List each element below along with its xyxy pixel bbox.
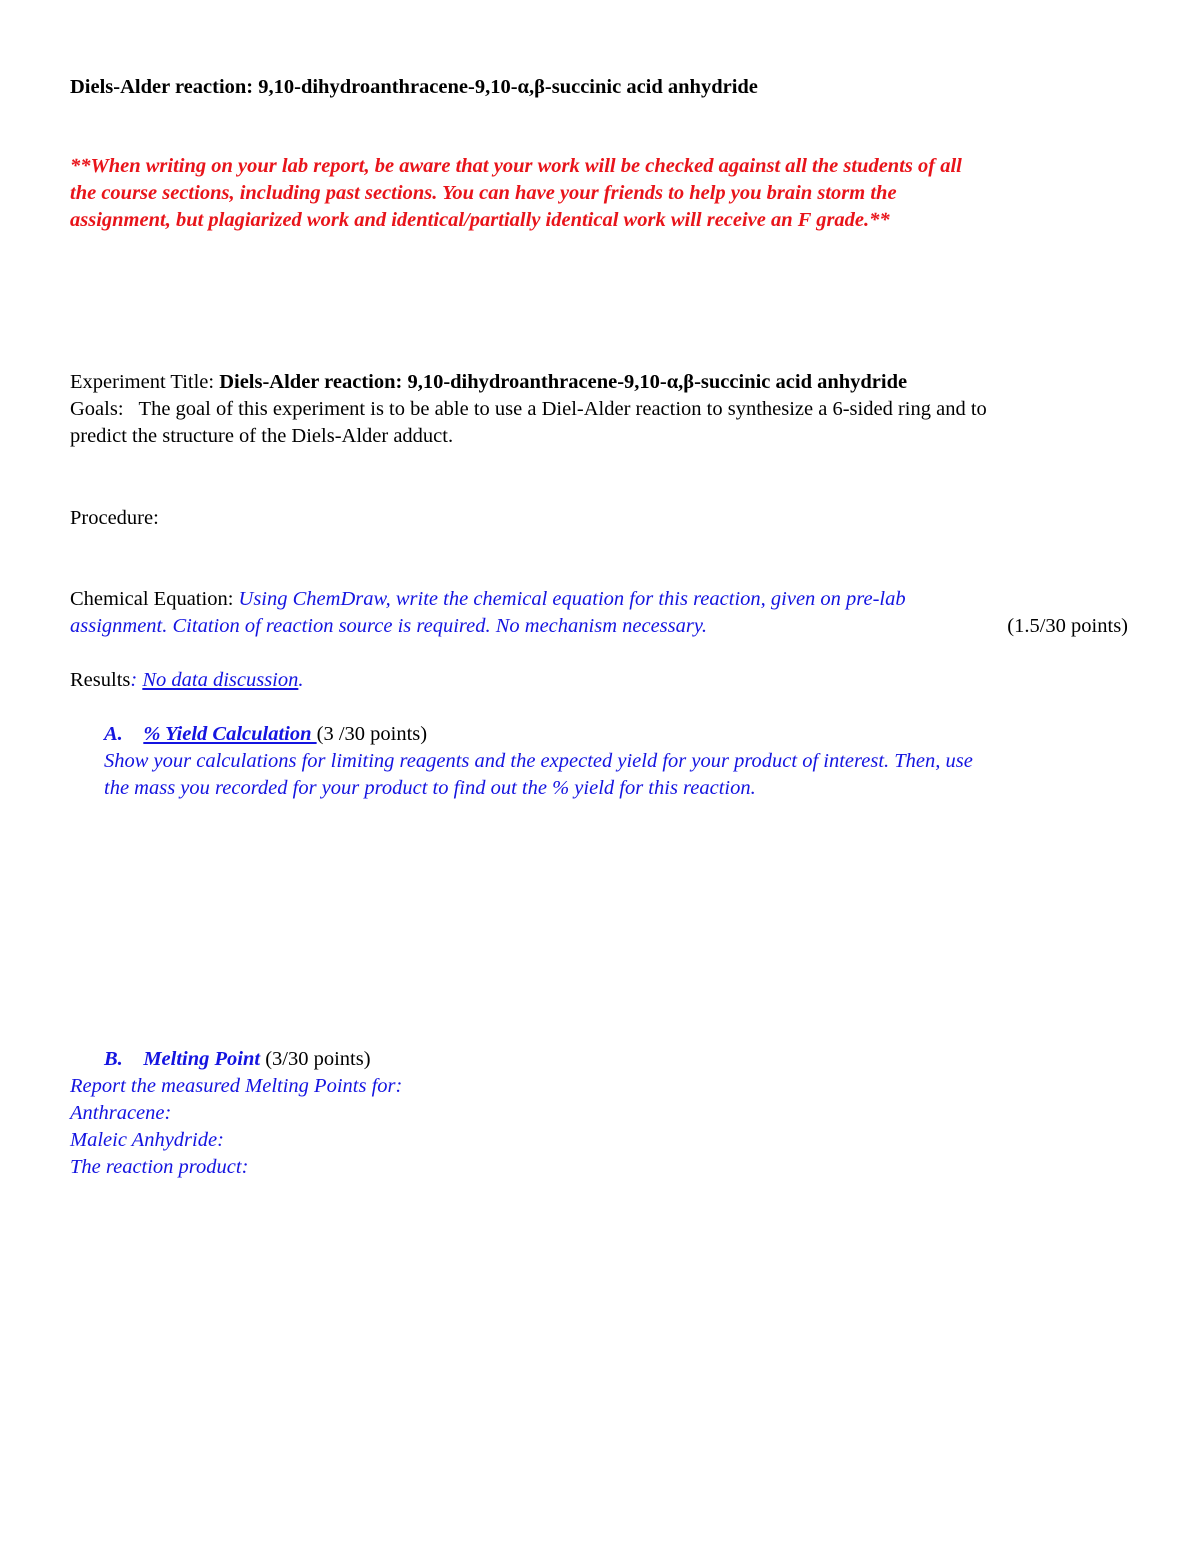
document-title: Diels-Alder reaction: 9,10-dihydroanthracene-9,10-α,β-succinic acid anhydride: [70, 76, 758, 98]
warning-line-3: assignment, but plagiarized work and identical/partially identical work will receive an F grade.**: [70, 209, 890, 231]
section-a-text-1: Show your calculations for limiting reagents and the expected yield for your product of interest. Then, use: [104, 750, 973, 772]
melting-point-item-maleic-anhydride: Maleic Anhydride:: [70, 1129, 224, 1151]
experiment-title-label: Experiment Title:: [70, 371, 220, 393]
yield-calculation-section: [104, 721, 973, 802]
melting-point-item-anthracene: Anthracene:: [70, 1102, 172, 1124]
experiment-title-value: Diels-Alder reaction: 9,10-dihydroanthracene-9,10-α,β-succinic acid anhydride: [219, 371, 908, 393]
experiment-section: [70, 369, 987, 450]
melting-point-item-reaction-product: The reaction product:: [70, 1156, 249, 1178]
no-data-discussion-link[interactable]: No data discussion: [142, 669, 299, 691]
results-label: Results: [70, 669, 131, 691]
section-b-points: (3/30 points): [260, 1048, 371, 1070]
chemical-equation-points: (1.5/30 points): [1007, 615, 1128, 637]
chemical-equation-label: Chemical Equation:: [70, 588, 239, 610]
section-a-letter: A.: [104, 723, 123, 745]
goals-line-2: predict the structure of the Diels-Alder adduct.: [70, 425, 454, 447]
procedure-label: Procedure:: [70, 507, 159, 529]
section-b-heading: [104, 1046, 371, 1073]
results-line: [70, 667, 304, 694]
warning-line-2: the course sections, including past sections. You can have your friends to help you brain storm the: [70, 182, 897, 204]
chemical-equation-text-2: assignment. Citation of reaction source is required. No mechanism necessary.: [70, 615, 707, 637]
warning-line-1: **When writing on your lab report, be aware that your work will be checked against all the students of all: [70, 155, 962, 177]
melting-point-heading-block: [104, 1046, 371, 1073]
goals-label: Goals:: [70, 398, 124, 420]
chemical-equation-line-1: [70, 586, 1128, 613]
goals-text-1: The goal of this experiment is to be able to use a Diel-Alder reaction to synthesize a 6-sided ring and to: [138, 398, 987, 420]
melting-point-intro: Report the measured Melting Points for:: [70, 1075, 403, 1097]
melting-point-list: [70, 1073, 402, 1181]
results-period: .: [298, 669, 304, 691]
chemical-equation-section: [70, 586, 1128, 640]
goals-line-1: [70, 396, 987, 423]
melting-point-title: Melting Point: [143, 1048, 261, 1070]
section-a-text-2: the mass you recorded for your product to find out the % yield for this reaction.: [104, 777, 756, 799]
plagiarism-warning: [70, 153, 962, 234]
yield-calculation-title[interactable]: % Yield Calculation: [143, 723, 317, 745]
experiment-title-line: [70, 369, 987, 396]
chemical-equation-line-2: [70, 613, 1128, 640]
results-colon: :: [130, 669, 138, 691]
chemical-equation-text-1: Using ChemDraw, write the chemical equation for this reaction, given on pre-lab: [238, 588, 906, 610]
section-a-heading: [104, 721, 973, 748]
section-a-points: (3 /30 points): [316, 723, 428, 745]
section-b-letter: B.: [104, 1048, 123, 1070]
